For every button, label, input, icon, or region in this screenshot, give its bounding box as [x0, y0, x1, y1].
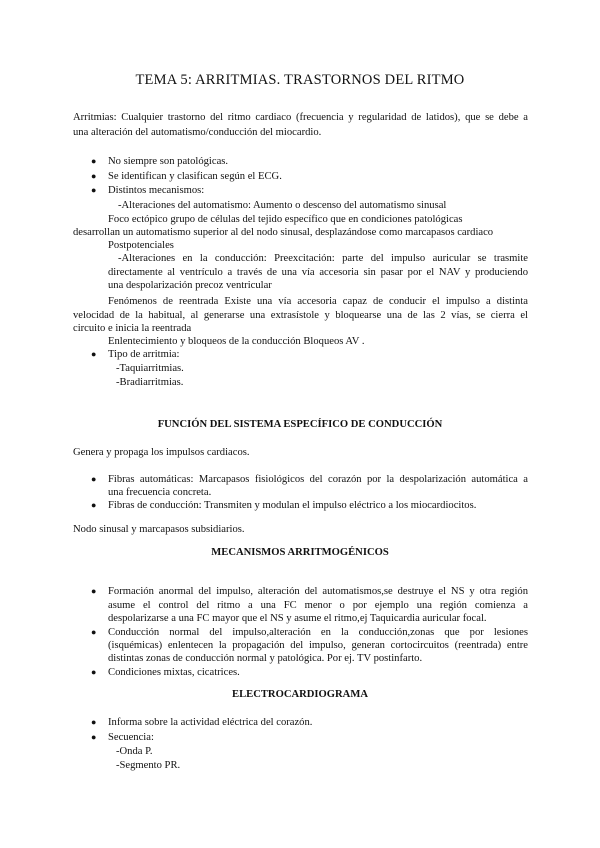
subitem-segmento-pr: -Segmento PR. — [116, 760, 181, 771]
section-heading-funcion: FUNCIÓN DEL SISTEMA ESPECÍFICO DE CONDUCCIÓN — [157, 419, 443, 430]
condiciones-mixtas: Condiciones mixtas, cicatrices. — [108, 667, 240, 678]
reentrada-line-1: Fenómenos de reentrada Existe una vía accesoria capaz de conducir el impulso a distinta — [108, 296, 528, 307]
mechanism-automatismo: -Alteraciones del automatismo: Aumento o descenso del automatismo sinusal — [118, 200, 447, 211]
conduccion-normal-line-3: distintas zonas de conducción normal y patológica. Por ej. TV postinfarto. — [108, 653, 423, 664]
bullet-icon: ● — [91, 156, 97, 166]
fibras-automaticas-line-2: una frecuencia concreta. — [108, 487, 212, 498]
reentrada-line-3: circuito e inicia la reentrada — [73, 323, 192, 334]
list-item: Secuencia: — [108, 732, 154, 743]
postpotenciales: Postpotenciales — [108, 240, 174, 251]
reentrada-line-2: velocidad de la habitual, al generarse una extrasístole y bloquearse una de las 2 vías, se cierra el — [73, 310, 528, 321]
section-heading-ecg: ELECTROCARDIOGRAMA — [232, 689, 368, 700]
formacion-line-1: Formación anormal del impulso, alteración del automatismos,se destruye el NS y otra región — [108, 586, 528, 597]
bullet-icon: ● — [91, 667, 97, 677]
bullet-icon: ● — [91, 500, 97, 510]
list-item: Se identifican y clasifican según el ECG. — [108, 171, 282, 182]
conduccion-normal-line-2: (isquémicas) enlentecen la propagación del impulso, generan cortocircuitos (reentrada) entre — [108, 640, 528, 651]
section2-footer: Nodo sinusal y marcapasos subsidiarios. — [73, 524, 245, 535]
conduccion-line-1: -Alteraciones en la conducción: Preexcitación: parte del impulso auricular se trasmite — [118, 253, 528, 264]
intro-line-1: Arritmias: Cualquier trastorno del ritmo cardiaco (frecuencia y regularidad de latidos), que se debe a — [73, 112, 528, 123]
conduccion-line-3: una despolarización precoz ventricular — [108, 280, 272, 291]
page-title: TEMA 5: ARRITMIAS. TRASTORNOS DEL RITMO — [135, 72, 465, 88]
bullet-icon: ● — [91, 586, 97, 596]
list-item: No siempre son patológicas. — [108, 156, 229, 167]
list-item: Informa sobre la actividad eléctrica del corazón. — [108, 717, 313, 728]
subitem-onda-p: -Onda P. — [116, 746, 153, 757]
list-item: Tipo de arritmia: — [108, 349, 180, 360]
bullet-icon: ● — [91, 627, 97, 637]
formacion-line-3: despolarizarse a una FC mayor que el NS y asume el ritmo,ej Taquicardia auricular focal. — [108, 613, 487, 624]
enlentecimiento: Enlentecimiento y bloqueos de la conducción Bloqueos AV . — [108, 336, 365, 347]
formacion-line-2: asume el control del ritmo a una FC menor o por ejemplo una región comienza a — [108, 600, 528, 611]
bullet-icon: ● — [91, 732, 97, 742]
section2-intro: Genera y propaga los impulsos cardiacos. — [73, 447, 250, 458]
bullet-icon: ● — [91, 185, 97, 195]
conduccion-normal-line-1: Conducción normal del impulso,alteración en la conducción,zonas que por lesiones — [108, 627, 528, 638]
subitem-bradiarritmias: -Bradiarritmias. — [116, 377, 184, 388]
list-item: Distintos mecanismos: — [108, 185, 205, 196]
bullet-icon: ● — [91, 474, 97, 484]
fibras-automaticas-line-1: Fibras automáticas: Marcapasos fisiológicos del corazón por la despolarización automática a — [108, 474, 528, 485]
foco-ectopico-line-2: desarrollan un automatismo superior al del nodo sinusal, desplazándose como marcapasos cardiaco — [73, 227, 494, 238]
bullet-icon: ● — [91, 349, 97, 359]
bullet-icon: ● — [91, 171, 97, 181]
section-heading-mecanismos: MECANISMOS ARRITMOGÉNICOS — [211, 547, 389, 558]
bullet-icon: ● — [91, 717, 97, 727]
subitem-taquiarritmias: -Taquiarritmias. — [116, 363, 184, 374]
fibras-conduccion: Fibras de conducción: Transmiten y modulan el impulso eléctrico a los miocardiocitos. — [108, 500, 477, 511]
conduccion-line-2: directamente al ventrículo a través de una vía accesoria sin pasar por el NAV y produciendo — [108, 267, 528, 278]
foco-ectopico-line-1: Foco ectópico grupo de células del tejido específico que en condiciones patológicas — [108, 214, 463, 225]
intro-line-2: una alteración del automatismo/conducción del miocardio. — [73, 127, 322, 138]
